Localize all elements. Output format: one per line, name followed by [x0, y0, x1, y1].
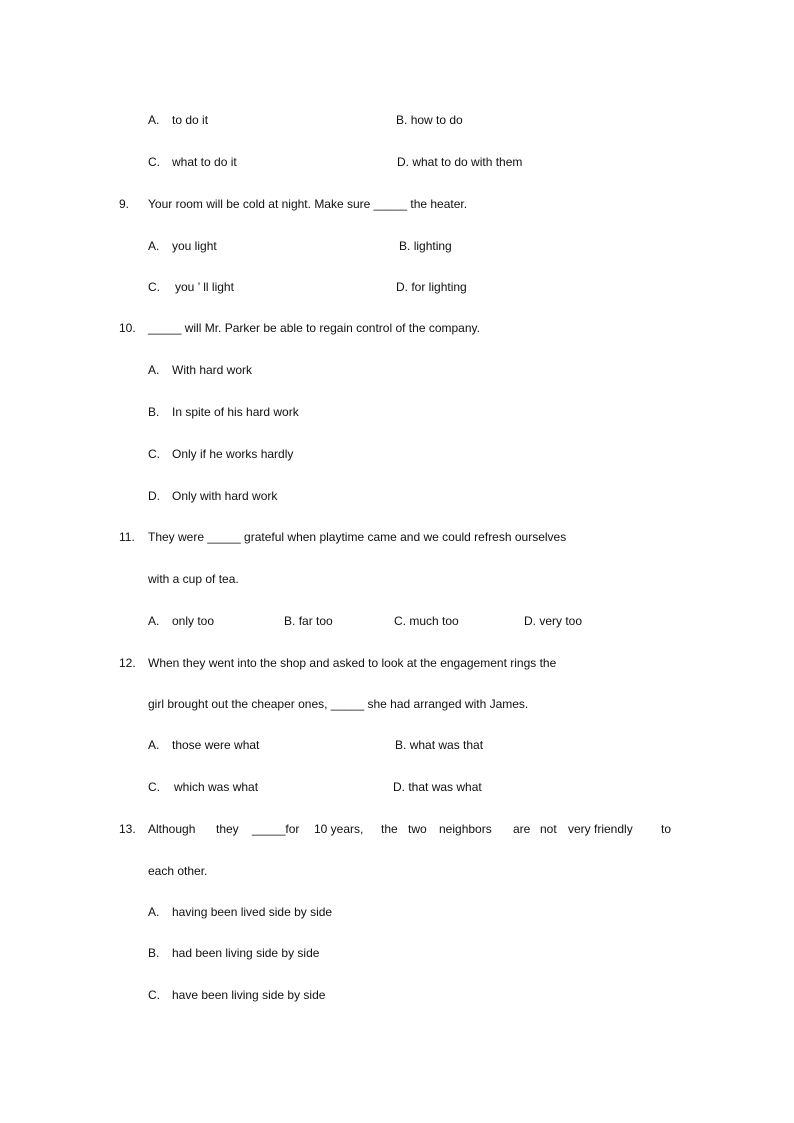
option-text: much too: [409, 614, 459, 628]
option-letter: C.: [148, 447, 160, 461]
option-label: [524, 614, 582, 628]
question-number: 11.: [119, 530, 135, 544]
option-letter: B.: [148, 946, 160, 960]
option-letter: B.: [396, 113, 408, 127]
option-letter: C.: [148, 280, 160, 294]
stem-word: very friendly: [568, 822, 633, 836]
stem-word: not: [540, 822, 557, 836]
option-text: which was what: [174, 780, 259, 794]
option-text: what was that: [409, 738, 484, 752]
option-letter: D.: [524, 614, 536, 628]
option-text: having been lived side by side: [172, 905, 333, 919]
option-letter: B.: [395, 738, 407, 752]
option-text: had been living side by side: [172, 946, 320, 960]
option-label: [399, 239, 452, 253]
option-label: [394, 614, 459, 628]
stem-word: are: [513, 822, 531, 836]
stem-word: the: [381, 822, 398, 836]
option-text: that was what: [408, 780, 482, 794]
option-text: you light: [172, 239, 217, 253]
question-stem: When they went into the shop and asked to look at the engagement rings the: [148, 656, 557, 670]
option-text: what to do with them: [412, 155, 523, 169]
option-text: lighting: [413, 239, 452, 253]
option-letter: C.: [148, 780, 160, 794]
option-letter: A.: [148, 905, 160, 919]
option-letter: A.: [148, 239, 160, 253]
stem-word: they: [216, 822, 239, 836]
option-text: have been living side by side: [172, 988, 326, 1002]
option-letter: B.: [399, 239, 411, 253]
option-letter: B.: [284, 614, 296, 628]
option-text: Only if he works hardly: [172, 447, 294, 461]
question-stem-continued: with a cup of tea.: [148, 572, 239, 586]
option-letter: D.: [393, 780, 405, 794]
stem-word: _____for: [252, 822, 300, 836]
stem-word: two: [408, 822, 427, 836]
option-letter: D.: [148, 489, 160, 503]
question-number: 10.: [119, 321, 136, 335]
option-text: how to do: [410, 113, 463, 127]
option-text: In spite of his hard work: [172, 405, 299, 419]
question-stem-continued: girl brought out the cheaper ones, _____ she had arranged with James.: [148, 697, 529, 711]
option-label: [396, 280, 467, 294]
question-number: 9.: [119, 197, 130, 211]
option-letter: D.: [396, 280, 408, 294]
option-text: to do it: [172, 113, 209, 127]
stem-word: 10 years,: [314, 822, 364, 836]
option-text: very too: [539, 614, 583, 628]
option-letter: C.: [394, 614, 406, 628]
stem-word: to: [661, 822, 672, 836]
option-letter: A.: [148, 738, 160, 752]
option-letter: A.: [148, 614, 160, 628]
option-text: far too: [298, 614, 333, 628]
stem-word: neighbors: [439, 822, 492, 836]
option-label: [284, 614, 333, 628]
question-number: 12.: [119, 656, 136, 670]
option-letter: D.: [397, 155, 409, 169]
stem-word: Although: [148, 822, 196, 836]
option-text: those were what: [172, 738, 260, 752]
option-letter: A.: [148, 113, 160, 127]
option-letter: C.: [148, 155, 160, 169]
option-text: you ’ ll light: [175, 280, 234, 294]
question-stem: _____ will Mr. Parker be able to regain control of the company.: [148, 321, 480, 335]
question-number: 13.: [119, 822, 136, 836]
option-text: only too: [172, 614, 215, 628]
option-text: for lighting: [411, 280, 467, 294]
option-label: [393, 780, 482, 794]
question-stem: They were _____ grateful when playtime came and we could refresh ourselves: [148, 530, 567, 544]
option-letter: A.: [148, 363, 160, 377]
option-label: [395, 738, 483, 752]
option-label: [397, 155, 522, 169]
question-stem: Your room will be cold at night. Make sure _____ the heater.: [148, 197, 468, 211]
option-text: With hard work: [172, 363, 253, 377]
option-text: Only with hard work: [172, 489, 278, 503]
option-label: [396, 113, 463, 127]
option-letter: C.: [148, 988, 160, 1002]
question-stem-continued: each other.: [148, 864, 208, 878]
option-text: what to do it: [172, 155, 237, 169]
option-letter: B.: [148, 405, 160, 419]
